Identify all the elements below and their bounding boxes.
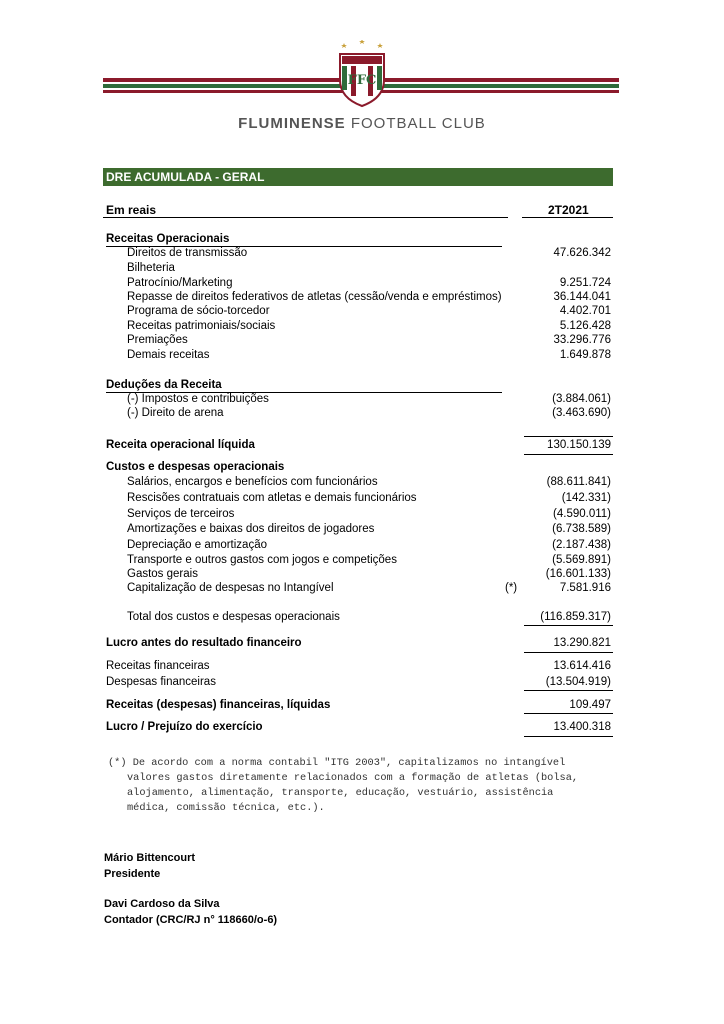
row-label: Patrocínio/Marketing: [127, 277, 233, 289]
row-lucro-antes-financeiro: [0, 636, 724, 651]
row-depreciacao: [0, 538, 724, 553]
row-label: Receitas financeiras: [106, 660, 210, 672]
row-value: 13.614.416: [553, 660, 611, 672]
row-value: (5.569.891): [552, 554, 611, 566]
row-transporte: [0, 553, 724, 568]
row-value: (2.187.438): [552, 539, 611, 551]
row-value: 130.150.139: [547, 439, 611, 451]
row-label: Capitalização de despesas no Intangível: [127, 582, 334, 594]
row-label: Custos e despesas operacionais: [106, 461, 285, 473]
row-label: Gastos gerais: [127, 568, 198, 580]
row-premiacoes: [0, 333, 724, 348]
footnote: [108, 756, 628, 816]
row-repasse-direitos: [0, 290, 724, 305]
row-label: Repasse de direitos federativos de atletas (cessão/venda e empréstimos): [127, 291, 502, 303]
row-label: Transporte e outros gastos com jogos e competições: [127, 554, 397, 566]
row-capitalizacao: [0, 581, 724, 596]
row-impostos: [0, 392, 724, 407]
row-value: 47.626.342: [553, 247, 611, 259]
club-crest-icon: [334, 40, 390, 108]
row-value: (88.611.841): [546, 476, 611, 488]
row-label: Demais receitas: [127, 349, 210, 361]
signature-president: [104, 850, 195, 882]
row-value: 9.251.724: [559, 277, 611, 289]
row-gastos-gerais: [0, 567, 724, 582]
footnote-line: (*) De acordo com a norma contabil "ITG 2003", capitalizamos no intangível: [108, 757, 566, 769]
subtotal-underline: [524, 454, 613, 455]
row-value: (4.590.011): [553, 508, 611, 520]
row-label: Bilheteria: [127, 262, 175, 274]
row-value: 36.144.041: [553, 291, 611, 303]
header-underline-right: [522, 217, 613, 218]
subtotal-underline: [524, 652, 613, 653]
row-value: (116.859.317): [540, 611, 611, 623]
subtotal-underline: [524, 690, 613, 691]
subtotal-underline: [524, 713, 613, 714]
row-value: 109.497: [569, 699, 611, 711]
club-name: [0, 115, 724, 132]
row-lucro-exercicio: [0, 720, 724, 735]
row-label: Depreciação e amortização: [127, 539, 267, 551]
row-label: Receitas patrimoniais/sociais: [127, 320, 276, 332]
row-label: Receitas (despesas) financeiras, líquidas: [106, 699, 331, 711]
row-label: (-) Impostos e contribuições: [127, 393, 269, 405]
row-total-custos: [0, 610, 724, 625]
row-salarios: [0, 475, 724, 490]
row-receita-liquida: [0, 438, 724, 453]
row-value: (3.884.061): [552, 393, 611, 405]
row-value: 13.290.821: [553, 637, 611, 649]
club-name-rest: FOOTBALL CLUB: [345, 115, 486, 132]
row-label: Deduções da Receita: [106, 379, 222, 391]
row-value: (3.463.690): [552, 407, 611, 419]
row-value: (6.738.589): [552, 523, 611, 535]
row-label: Despesas financeiras: [106, 676, 216, 688]
club-name-bold: FLUMINENSE: [238, 115, 346, 132]
row-label: Rescisões contratuais com atletas e demais funcionários: [127, 492, 417, 504]
row-label: Serviços de terceiros: [127, 508, 235, 520]
row-label: Amortizações e baixas dos direitos de jogadores: [127, 523, 375, 535]
row-value: (16.601.133): [545, 568, 611, 580]
row-direito-arena: [0, 406, 724, 421]
signature-accountant: [104, 896, 277, 928]
subtotal-line: [524, 436, 613, 437]
row-label: Receita operacional líquida: [106, 439, 255, 451]
row-label: Premiações: [127, 334, 188, 346]
footnote-line: valores gastos diretamente relacionados com a formação de atletas (bolsa,: [127, 772, 579, 784]
final-underline: [524, 736, 613, 737]
row-value: 1.649.878: [559, 349, 611, 361]
period-label: 2T2021: [548, 203, 589, 217]
section-receitas-operacionais: [0, 232, 724, 247]
row-receitas-patrimoniais: [0, 319, 724, 334]
report-title: DRE ACUMULADA - GERAL: [103, 168, 613, 186]
president-name: Mário Bittencourt: [104, 852, 196, 864]
row-financeiras-liquidas: [0, 698, 724, 713]
row-label: Salários, encargos e benefícios com funcionários: [127, 476, 378, 488]
row-value: 5.126.428: [559, 320, 611, 332]
subtotal-underline: [524, 625, 613, 626]
president-title: Presidente: [104, 868, 161, 880]
row-socio-torcedor: [0, 304, 724, 319]
row-value: 4.402.701: [559, 305, 611, 317]
row-receitas-financeiras: [0, 659, 724, 674]
row-value: (142.331): [561, 492, 611, 504]
row-label: Programa de sócio-torcedor: [127, 305, 270, 317]
crest-letters: FFC: [347, 73, 377, 88]
row-label: Lucro / Prejuízo do exercício: [106, 721, 263, 733]
row-label: Receitas Operacionais: [106, 233, 230, 245]
footnote-line: médica, comissão técnica, etc.).: [127, 802, 325, 814]
header-underline-left: [103, 217, 508, 218]
row-despesas-financeiras: [0, 675, 724, 690]
row-bilheteria: [0, 261, 724, 276]
row-value: 33.296.776: [553, 334, 611, 346]
row-label: Lucro antes do resultado financeiro: [106, 637, 302, 649]
row-value: (13.504.919): [545, 676, 611, 688]
row-label: (-) Direito de arena: [127, 407, 224, 419]
row-label: Direitos de transmissão: [127, 247, 248, 259]
section-deducoes: [0, 378, 724, 393]
accountant-title: Contador (CRC/RJ n° 118660/o-6): [104, 914, 278, 926]
row-demais-receitas: [0, 348, 724, 363]
section-custos: [0, 460, 724, 475]
row-rescisoes: [0, 491, 724, 506]
row-direitos-transmissao: [0, 246, 724, 261]
footnote-line: alojamento, alimentação, transporte, educação, vestuário, assistência: [127, 787, 554, 799]
unit-label: Em reais: [106, 203, 157, 217]
row-patrocinio: [0, 276, 724, 291]
accountant-name: Davi Cardoso da Silva: [104, 898, 220, 910]
row-servicos-terceiros: [0, 507, 724, 522]
row-label: Total dos custos e despesas operacionais: [127, 611, 340, 623]
row-value: 13.400.318: [553, 721, 611, 733]
footnote-marker: (*): [505, 582, 518, 594]
row-amortizacoes-jogadores: [0, 522, 724, 537]
row-value: 7.581.916: [559, 582, 611, 594]
